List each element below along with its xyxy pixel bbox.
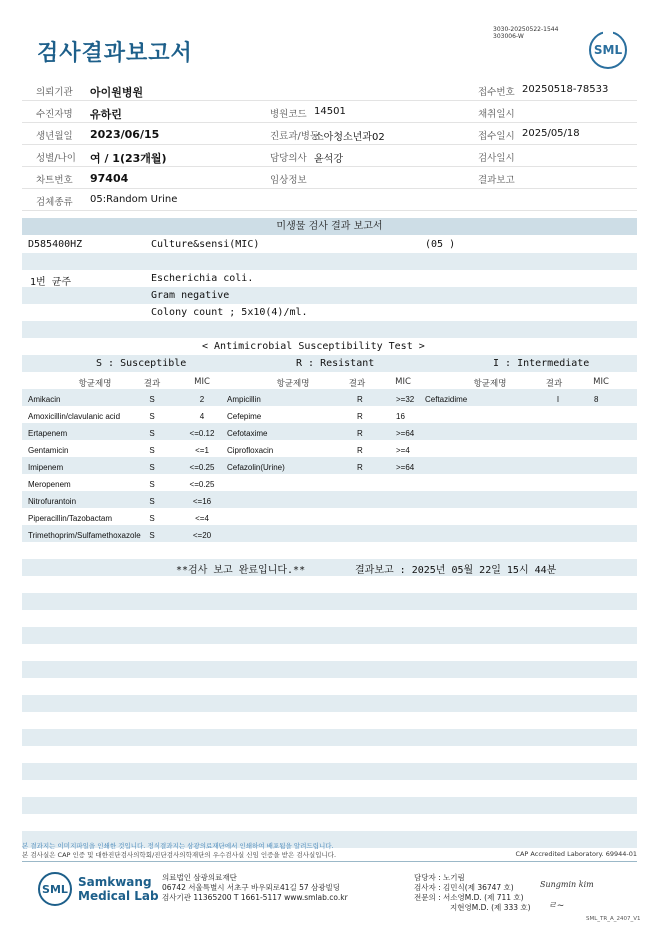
doc-id-line: 303006-W	[493, 33, 524, 40]
mic-value: 8	[594, 395, 599, 404]
field-label: 생년월일	[36, 131, 73, 142]
report-time: 결과보고 : 2025년 05월 22일 15시 44분	[355, 565, 557, 576]
antibiotic-name: Nitrofurantoin	[28, 497, 77, 506]
ast-result: R	[357, 429, 363, 438]
form-code: SML_TR_A_2407_V1	[586, 916, 641, 922]
logo-text: SML	[593, 43, 623, 57]
test-number: (05 )	[425, 239, 456, 250]
signature-specialist: ㄹ~	[548, 901, 565, 911]
brand-line: Samkwang	[78, 875, 152, 889]
document-id	[493, 26, 558, 40]
antibiotic-name: Ampicillin	[227, 395, 261, 404]
row-stripe	[22, 287, 637, 304]
staff-line: 지현영M.D. (제 333 호)	[450, 903, 531, 912]
mic-value: <=0.12	[189, 429, 215, 438]
field-label: 검사일시	[478, 153, 515, 164]
ast-result: S	[149, 497, 155, 506]
mic-value: <=4	[195, 514, 209, 523]
field-label: 수진자명	[36, 109, 73, 120]
antibiotic-name: Ciprofloxacin	[227, 446, 274, 455]
row-stripe	[22, 389, 637, 406]
header-antibiotic: 항균제명	[78, 379, 112, 389]
field-value: 여 / 1(23개월)	[90, 152, 167, 165]
field-value: 05:Random Urine	[90, 194, 178, 205]
ast-result: S	[149, 480, 155, 489]
header-result: 결과	[143, 379, 161, 389]
test-code: D585400HZ	[28, 239, 83, 250]
row-stripe	[22, 457, 637, 474]
antibiotic-name: Gentamicin	[28, 446, 69, 455]
row-stripe	[22, 729, 637, 746]
colony-count: Colony count ; 5x10(4)/ml.	[151, 307, 308, 318]
staff-info	[414, 873, 531, 913]
mic-value: 16	[396, 412, 405, 421]
ast-result: I	[556, 395, 560, 404]
patient-info-table	[22, 79, 637, 211]
mic-value: 2	[199, 395, 205, 404]
field-value: 20250518-78533	[522, 84, 609, 95]
field-value: 유하린	[90, 108, 122, 121]
ast-result: S	[149, 412, 155, 421]
header-result: 결과	[348, 379, 366, 389]
header-mic: MIC	[593, 377, 609, 387]
mic-value: <=20	[192, 531, 212, 540]
field-value: 윤석강	[314, 154, 343, 165]
report-complete: **검사 보고 완료입니다.**	[176, 565, 306, 576]
field-label: 검체종류	[36, 197, 73, 208]
antibiotic-name: Amikacin	[28, 395, 61, 404]
mic-value: <=1	[195, 446, 209, 455]
org-info	[162, 873, 348, 903]
legend-susceptible: S : Susceptible	[96, 358, 187, 369]
field-value: 2023/06/15	[90, 128, 160, 141]
antibiotic-name: Amoxicillin/clavulanic acid	[28, 412, 121, 421]
legend-resistant: R : Resistant	[296, 358, 375, 369]
mic-value: <=0.25	[189, 463, 215, 472]
row-stripe	[22, 253, 637, 270]
page-title: 검사결과보고서	[37, 41, 193, 66]
patient-info-row	[22, 189, 637, 211]
ast-result: S	[149, 446, 155, 455]
field-value: 97404	[90, 172, 129, 185]
footer-note-cap: 본 검사실은 CAP 인증 및 대한진단검사의학회/진단검사의학재단의 우수검사실 신임 인증을 받은 검사실입니다.	[22, 851, 337, 859]
antibiotic-name: Cefepime	[227, 412, 262, 421]
field-label: 임상정보	[270, 175, 307, 186]
header-antibiotic: 항균제명	[276, 379, 310, 389]
mic-value: >=32	[396, 395, 415, 404]
ast-result: S	[149, 531, 155, 540]
patient-info-row	[22, 145, 637, 167]
antibiotic-name: Cefazolin(Urine)	[227, 463, 285, 472]
ast-result: S	[149, 395, 155, 404]
brand-line: Medical Lab	[78, 889, 159, 903]
header-antibiotic: 항균제명	[473, 379, 507, 389]
field-label: 성별/나이	[36, 153, 76, 164]
ast-result: R	[357, 463, 363, 472]
signature-kim: Sungmin kim	[540, 880, 594, 889]
mic-value: >=4	[396, 446, 410, 455]
antibiotic-name: Cefotaxime	[227, 429, 268, 438]
org-line: 의료법인 삼광의료재단	[162, 873, 237, 882]
field-label: 차트번호	[36, 175, 73, 186]
cap-accreditation: CAP Accredited Laboratory. 69944-01	[515, 850, 637, 858]
antibiotic-name: Piperacillin/Tazobactam	[28, 514, 113, 523]
field-label: 담당의사	[270, 153, 307, 164]
field-label: 의뢰기관	[36, 87, 73, 98]
row-stripe	[22, 593, 637, 610]
patient-info-row	[22, 79, 637, 101]
antibiotic-name: Meropenem	[28, 480, 71, 489]
org-line: 06742 서울특별시 서초구 바우뫼로41길 57 삼광빌딩	[162, 883, 341, 892]
patient-info-row	[22, 167, 637, 189]
micro-section-title: 미생물 검사 결과 보고서	[22, 218, 637, 235]
footer-divider	[22, 861, 637, 862]
row-stripe	[22, 661, 637, 678]
field-label: 접수번호	[478, 87, 515, 98]
patient-info-row	[22, 123, 637, 145]
ast-result: R	[357, 446, 363, 455]
footer-note-print: 본 결과지는 이미지파일을 인쇄한 것입니다. 정식결과지는 삼광의료재단에서 인쇄하여 배포됨을 알려드립니다.	[22, 842, 334, 850]
sml-logo-icon	[589, 31, 627, 69]
mic-value: >=64	[396, 463, 415, 472]
mic-value: <=16	[192, 497, 212, 506]
field-value: 14501	[314, 106, 346, 117]
header-result: 결과	[545, 379, 563, 389]
ast-result: S	[149, 514, 155, 523]
row-stripe	[22, 797, 637, 814]
field-label: 진료과/병동	[270, 131, 320, 142]
organism-name: Escherichia coli.	[151, 273, 254, 284]
mic-value: 4	[199, 412, 205, 421]
logo-text: SML	[42, 882, 68, 896]
field-value: 2025/05/18	[522, 128, 580, 139]
field-label: 채취일시	[478, 109, 515, 120]
row-stripe	[22, 321, 637, 338]
row-stripe	[22, 491, 637, 508]
test-name: Culture&sensi(MIC)	[151, 239, 260, 250]
patient-info-row	[22, 101, 637, 123]
field-value: 아이원병원	[90, 86, 144, 99]
mic-value: <=0.25	[189, 480, 215, 489]
staff-line: 담당자 : 노기림	[414, 873, 465, 882]
row-stripe	[22, 763, 637, 780]
org-line: 검사기관 11365200 T 1661-5117 www.smlab.co.kr	[162, 893, 348, 902]
mic-value: >=64	[396, 429, 415, 438]
header-mic: MIC	[194, 377, 210, 387]
legend-intermediate: I : Intermediate	[493, 358, 590, 369]
ast-result: R	[357, 412, 363, 421]
ast-result: S	[149, 429, 155, 438]
field-value: 소아청소년과02	[314, 132, 385, 143]
sml-logo-icon	[38, 872, 72, 906]
ast-title: < Antimicrobial Susceptibility Test >	[202, 341, 425, 352]
gram-stain: Gram negative	[151, 290, 230, 301]
doc-id-line: 3030-20250522-1544	[493, 26, 559, 33]
staff-line: 전문의 : 서소영M.D. (제 711 호)	[414, 893, 524, 902]
ast-result: R	[357, 395, 363, 404]
row-stripe	[22, 627, 637, 644]
antibiotic-name: Imipenem	[28, 463, 64, 472]
antibiotic-name: Ertapenem	[28, 429, 68, 438]
ast-result: S	[149, 463, 155, 472]
organism-label: 1번 균주	[30, 277, 72, 288]
row-stripe	[22, 695, 637, 712]
staff-line: 검사자 : 김민식(제 36747 호)	[414, 883, 514, 892]
field-label: 병원코드	[270, 109, 307, 120]
samkwang-logo	[38, 872, 159, 906]
antibiotic-name: Trimethoprim/Sulfamethoxazole	[28, 531, 141, 540]
header-mic: MIC	[395, 377, 411, 387]
antibiotic-name: Ceftazidime	[425, 395, 468, 404]
field-label: 결과보고	[478, 175, 515, 186]
field-label: 접수일시	[478, 131, 515, 142]
row-stripe	[22, 423, 637, 440]
